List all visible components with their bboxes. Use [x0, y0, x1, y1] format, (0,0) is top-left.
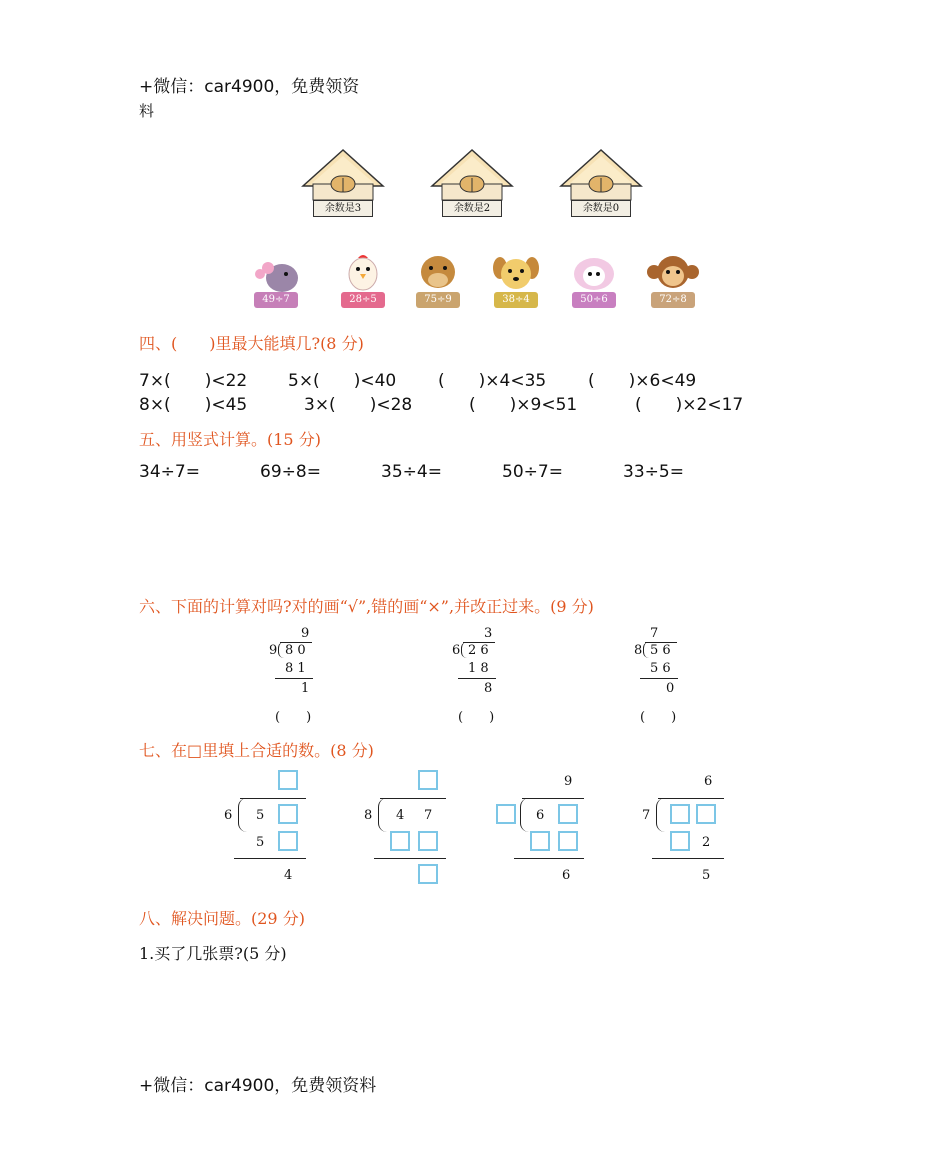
blank-box[interactable] [670, 804, 690, 824]
house-label: 余数是0 [571, 200, 631, 217]
product: 1 8 [468, 661, 489, 676]
animal-expr: 49÷7 [254, 292, 298, 308]
divisor: 9 [269, 643, 278, 658]
long-division-check-1 [265, 626, 325, 726]
s4-item: ( )×4<35 [438, 371, 547, 391]
blank-box[interactable] [696, 804, 716, 824]
s4-item: 5×( )<40 [288, 371, 397, 391]
question-1: 1.买了几张票?(5 分) [139, 944, 287, 963]
s4-item: 3×( )<28 [304, 395, 413, 415]
product-digit: 2 [702, 835, 711, 850]
section-6-title: 六、下面的计算对吗?对的画“√”,错的画“×”,并改正过来。(9 分) [139, 597, 594, 616]
watermark-footer: +微信：car4900，免费领资料 [139, 1076, 377, 1096]
s5-item: 33÷5= [623, 462, 684, 482]
quotient: 9 [301, 626, 310, 641]
sheep-icon [568, 256, 620, 292]
remainder: 5 [702, 868, 711, 883]
remainder: 6 [562, 868, 571, 883]
blank-box[interactable] [670, 831, 690, 851]
section-7-title: 七、在□里填上合适的数。(8 分) [139, 741, 374, 760]
remainder: 1 [301, 681, 310, 696]
blank-box[interactable] [278, 770, 298, 790]
product: 8 1 [285, 661, 306, 676]
dividend-digit: 7 [424, 808, 433, 823]
house-label: 余数是2 [442, 200, 502, 217]
mouse-icon [250, 258, 310, 294]
fill-division-1 [220, 768, 312, 888]
animal-dog [490, 254, 542, 310]
divisor: 6 [452, 643, 461, 658]
judge-blank[interactable]: ( ) [275, 710, 312, 725]
fill-division-4 [638, 768, 730, 888]
animal-monkey [646, 254, 700, 310]
watermark-header: +微信：car4900，免费领资 [139, 77, 360, 97]
long-division-check-3 [630, 626, 690, 726]
animal-mouse [250, 258, 310, 310]
blank-box[interactable] [418, 770, 438, 790]
s4-item: ( )×6<49 [588, 371, 697, 391]
animal-chicken [338, 252, 388, 310]
house-remainder-0 [559, 148, 643, 220]
house-label: 余数是3 [313, 200, 373, 217]
dividend: 2 6 [468, 643, 489, 658]
divisor: 8 [634, 643, 643, 658]
divisor: 6 [224, 808, 233, 823]
s5-item: 34÷7= [139, 462, 200, 482]
animal-expr: 38÷4 [494, 292, 538, 308]
monkey-icon [646, 254, 700, 292]
animal-horse [413, 252, 463, 310]
dividend: 8 0 [285, 643, 306, 658]
section-4-title: 四、( )里最大能填几?(8 分) [139, 334, 364, 353]
product-digit: 5 [256, 835, 265, 850]
fill-division-2 [360, 768, 452, 890]
section-8-title: 八、解决问题。(29 分) [139, 909, 305, 928]
blank-box[interactable] [418, 864, 438, 884]
long-division-check-2 [448, 626, 508, 726]
dividend-digit: 5 [256, 808, 265, 823]
blank-box[interactable] [278, 804, 298, 824]
s5-item: 69÷8= [260, 462, 321, 482]
blank-box[interactable] [558, 804, 578, 824]
animal-expr: 75÷9 [416, 292, 460, 308]
product: 5 6 [650, 661, 671, 676]
quotient: 3 [484, 626, 493, 641]
s5-item: 35÷4= [381, 462, 442, 482]
blank-box[interactable] [530, 831, 550, 851]
remainder: 8 [484, 681, 493, 696]
house-remainder-3 [301, 148, 385, 220]
house-remainder-2 [430, 148, 514, 220]
dog-icon [490, 254, 542, 292]
s4-item: 7×( )<22 [139, 371, 248, 391]
animal-expr: 28÷5 [341, 292, 385, 308]
watermark-header-cont: 料 [139, 102, 155, 120]
divisor: 8 [364, 808, 373, 823]
horse-icon [413, 252, 463, 292]
remainder: 0 [666, 681, 675, 696]
chicken-icon [338, 252, 388, 292]
quotient: 7 [650, 626, 659, 641]
divisor: 7 [642, 808, 651, 823]
judge-blank[interactable]: ( ) [458, 710, 495, 725]
s4-item: ( )×2<17 [635, 395, 744, 415]
blank-box[interactable] [418, 831, 438, 851]
blank-box[interactable] [558, 831, 578, 851]
quotient: 9 [564, 774, 573, 789]
section-5-title: 五、用竖式计算。(15 分) [139, 430, 321, 449]
judge-blank[interactable]: ( ) [640, 710, 677, 725]
s4-item: 8×( )<45 [139, 395, 248, 415]
blank-box[interactable] [278, 831, 298, 851]
blank-box[interactable] [390, 831, 410, 851]
animal-expr: 50÷6 [572, 292, 616, 308]
s5-item: 50÷7= [502, 462, 563, 482]
animal-expr: 72÷8 [651, 292, 695, 308]
dividend-digit: 4 [396, 808, 405, 823]
dividend-digit: 6 [536, 808, 545, 823]
quotient: 6 [704, 774, 713, 789]
fill-division-3 [494, 768, 590, 888]
animal-sheep [568, 256, 620, 310]
remainder: 4 [284, 868, 293, 883]
dividend: 5 6 [650, 643, 671, 658]
blank-box[interactable] [496, 804, 516, 824]
s4-item: ( )×9<51 [469, 395, 578, 415]
